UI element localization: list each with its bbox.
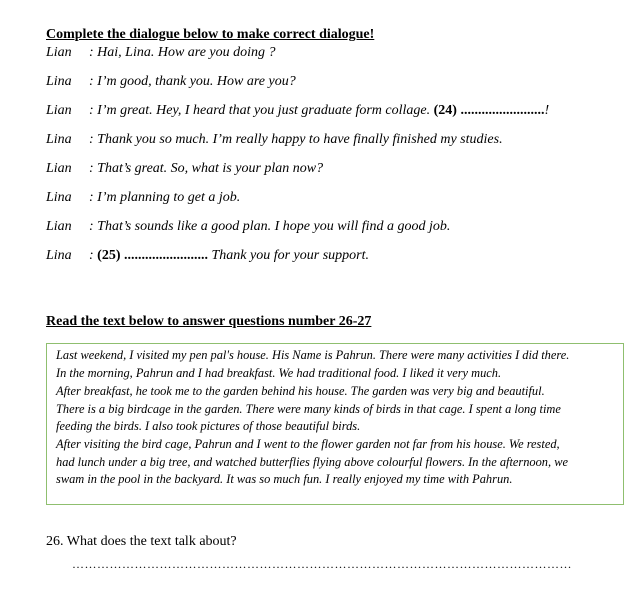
answer-line-26[interactable]: …………………………………………………………………………………………………………: [72, 557, 572, 571]
dialogue-line: : I’m planning to get a job.: [89, 190, 241, 205]
dialogue-line: [89, 103, 549, 119]
reading-line: There is a big birdcage in the garden. There were many kinds of birds in that cage. I spent a long time: [56, 402, 561, 416]
dialogue-speaker: Lian: [46, 103, 72, 118]
dialogue-speaker: Lina: [46, 132, 72, 147]
dialogue-heading: Complete the dialogue below to make correct dialogue!: [46, 27, 375, 42]
dialogue-text: : I’m great. Hey, I heard that you just graduate form collage.: [89, 103, 434, 118]
dialogue-text: !: [544, 103, 550, 118]
dialogue-line: : Thank you so much. I’m really happy to have finally finished my studies.: [89, 132, 503, 147]
dialogue-line: : That’s great. So, what is your plan now?: [89, 161, 324, 176]
reading-line: In the morning, Pahrun and I had breakfast. We had traditional food. I liked it very much.: [56, 366, 502, 380]
blank-24[interactable]: (24) ........................: [433, 103, 545, 118]
reading-line: had lunch under a big tree, and watched butterflies flying above colourful flowers. In the afternoon, we: [56, 455, 568, 469]
dialogue-line: : Hai, Lina. How are you doing ?: [89, 45, 276, 60]
dialogue-text: :: [89, 248, 98, 263]
dialogue-line: : I’m good, thank you. How are you?: [89, 74, 296, 89]
dialogue-speaker: Lina: [46, 190, 72, 205]
dialogue-speaker: Lian: [46, 45, 72, 60]
reading-line: swam in the pool in the backyard. It was so much fun. I really enjoyed my time with Pahrun.: [56, 472, 513, 486]
reading-heading: Read the text below to answer questions number 26-27: [46, 314, 372, 329]
reading-line: After visiting the bird cage, Pahrun and I went to the flower garden not far from his house. We rested,: [56, 437, 560, 451]
dialogue-speaker: Lina: [46, 74, 72, 89]
blank-25[interactable]: (25) ........................: [97, 248, 208, 263]
dialogue-speaker: Lian: [46, 219, 72, 234]
dialogue-speaker: Lian: [46, 161, 72, 176]
dialogue-speaker: Lina: [46, 248, 72, 263]
reading-line: After breakfast, he took me to the garden behind his house. The garden was very big and beautiful.: [56, 384, 545, 398]
dialogue-line: : That’s sounds like a good plan. I hope you will find a good job.: [89, 219, 451, 234]
dialogue-text: Thank you for your support.: [208, 248, 369, 263]
reading-line: feeding the birds. I also took pictures of those beautiful birds.: [56, 419, 361, 433]
reading-line: Last weekend, I visited my pen pal's house. His Name is Pahrun. There were many activities I did there.: [56, 348, 570, 362]
question-26: 26. What does the text talk about?: [46, 534, 237, 549]
dialogue-line: [89, 248, 369, 264]
